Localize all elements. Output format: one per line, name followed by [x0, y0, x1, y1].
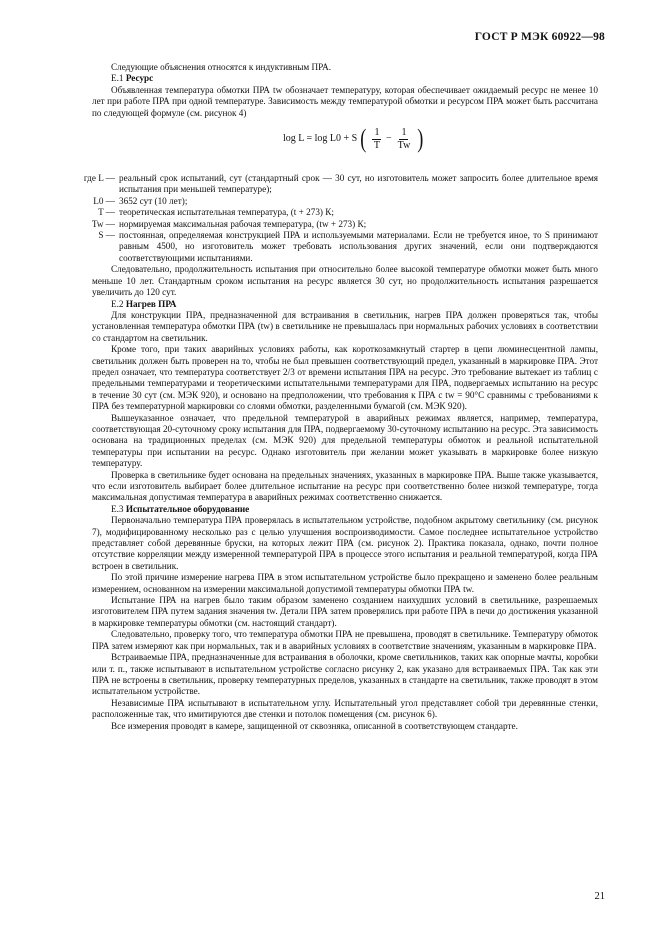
page-header-standard-id: ГОСТ Р МЭК 60922—98 — [474, 31, 605, 43]
section-e1-heading — [92, 73, 598, 84]
definition-item: Tw — нормируемая максимальная рабочая температура, (tw + 273) К; — [91, 218, 367, 229]
section-number: Е.1 — [111, 73, 124, 84]
paragraph: Для конструкции ПРА, предназначенной для встраивания в светильник, нагрев ПРА должен проверяться так, чтобы установленная температура обмотки ПРА (tw) в светильнике не превышалась при нормальных рабочих условиях в соответствии со стандартом на светильник. — [92, 309, 598, 343]
formula-definitions — [79, 173, 598, 264]
formula-paren-close: ) — [417, 124, 424, 154]
intro-paragraph: Следующие объяснения относятся к индуктивным ПРА. — [111, 62, 332, 72]
formula-paren-open: ( — [360, 124, 367, 154]
paragraph: Все измерения проводят в камере, защищенной от сквозняка, описанной в соответствующем стандарте. — [111, 720, 518, 731]
document-body — [83, 62, 598, 732]
formula-minus: − — [386, 133, 392, 145]
page-number: 21 — [594, 891, 605, 902]
definition-item: где L — реальный срок испытаний, сут (стандартный срок — 30 сут, но изготовитель может запросить более длительное время испытания при меньшей температуре); — [83, 173, 598, 195]
paragraph: Следовательно, проверку того, что температура обмотки ПРА не превышена, проводят в светильнике. Температуру обмоток ПРА затем измеряют как при нормальных, так и в аварийных условиях в соответствие значениям, указанным в маркировке ПРА. — [92, 629, 598, 651]
section-number: Е.2 — [111, 298, 124, 309]
formula-fraction: $\frac{1}{T}$ — [373, 126, 381, 151]
section-number: Е.3 — [111, 503, 124, 514]
paragraph: По этой причине измерение нагрева ПРА в этом испытательном устройстве было прекращено и заменено более реальным измерением, основанном на измерении максимальной допустимой температуры обмотки ПРА tw. — [92, 572, 598, 594]
paragraph: Встраиваемые ПРА, предназначенные для встраивания в оболочки, кроме светильников, таких как опорные мачты, коробки или т. п., также испытывают в испытательном устройстве согласно рисунку 2, как указано для встраиваемых ПРА. Так как эти ПРА не встроены в светильник, проверку температурных пределов, указанных в стандарте на светильник, также проводят в этом испытательном устройстве. — [92, 652, 598, 697]
definition-item: T — теоретическая испытательная температура, (t + 273) К; — [98, 207, 334, 218]
section-title: Нагрев ПРА — [125, 298, 177, 309]
section-e2-heading — [92, 299, 598, 310]
formula-fraction: $\frac{1}{Tw}$ — [397, 126, 411, 151]
paragraph: Проверка в светильнике будет основана на предельных значениях, указанных в маркировке ПРА. Выше также указывается, что если изготовитель выбирает более длительное испытание на ресурс при соответственно более низкой температуре, тогда максимальная допустимая температура в аварийных режимах соответственно снижается. — [92, 469, 598, 503]
section-e3-heading — [92, 504, 598, 515]
life-formula — [110, 126, 598, 162]
paragraph: Кроме того, при таких аварийных условиях работы, как короткозамкнутый стартер в цепи люминесцентной лампы, светильник должен быть проверен на то, чтобы не был превышен соответствующий предел, указанный в маркировке ПРА. Этот предел означает, что температура соответствует 2/3 от времени испытания ПРА на ресурс. Это требование вытекает из таблиц с предельными температурами и теоретическими испытательными температурами для ПРА, подвергаемых испытанию на ресурс в течение 30 сут (см. МЭК 920), и основано на предположении, что требования к ПРА с tw = 90°С сравнимы с требованиями к ПРА без температурной маркировки со слоями обмотки, разделенными бумагой (см. МЭК 920). — [92, 344, 598, 412]
paragraph: Следовательно, продолжительность испытания при относительно более высокой температуре обмотки может быть много меньше 10 лет. Стандартным сроком испытания на ресурс является 30 сут, но продолжительность испытания разрешается увеличить до 120 сут. — [92, 264, 598, 298]
paragraph: Вышеуказанное означает, что предельной температурой в аварийных режимах является, например, температура, соответствующая 20-суточному сроку испытания для ПРА, подвергаемому 30-суточному испытанию на ресурс. Эта зависимость основана на традиционных пределах (см. МЭК 920) для предельной температуры обмоток и реальной испытательной температуры при испытании на ресурс. Однако изготовитель при желании может указывать в маркировке более низкую температуру. — [92, 412, 598, 469]
formula-lhs: log L = log L0 + S — [283, 133, 358, 145]
section-title: Испытательное оборудование — [125, 503, 250, 514]
definition-item: S — постоянная, определяемая конструкцией ПРА и используемыми материалами. Если не требуется иное, то S принимают равным 4500, но изготовитель может требовать использования других значений, если они подтверждаются соответствующими испытаниями. — [98, 230, 598, 263]
paragraph: Объявленная температура обмотки ПРА tw обозначает температуру, которая обеспечивает ожидаемый ресурс не менее 10 лет при работе ПРА при одной температуре. Зависимость между температурой обмотки и ресурсом ПРА может быть рассчитана по следующей формуле (см. рисунок 4) — [92, 84, 598, 118]
paragraph: Испытание ПРА на нагрев было таким образом заменено созданием наихудших условий в светильнике, разрешаемых изготовителем ПРА путем задания значения tw. Детали ПРА затем проверялись при работе ПРА в печи до достижения указанной в маркировке температуры обмотки (см. настоящий стандарт). — [92, 595, 598, 628]
definition-item: L0 — 3652 сут (10 лет); — [93, 195, 188, 206]
section-title: Ресурс — [125, 73, 154, 84]
paragraph: Независимые ПРА испытывают в испытательном углу. Испытательный угол представляет собой три деревянные стенки, расположенные так, что имитируются две стенки и потолок помещения (см. рисунок 6). — [92, 697, 598, 720]
paragraph: Первоначально температура ПРА проверялась в испытательном устройстве, подобном акрытому светильнику (см. рисунок 7), модифицированному несколько раз с целью улучшения воспроизводимости. Самое последнее испытательное устройство представляет собой деревянные бруски, на которых лежит ПРА (см. рисунок 2). Практика показала, однако, почти полное отсутствие корреляции между измеренной температурой ПРА в процессе этого испытания и реальной температурой, когда ПРА встроен в светильник. — [92, 515, 598, 571]
